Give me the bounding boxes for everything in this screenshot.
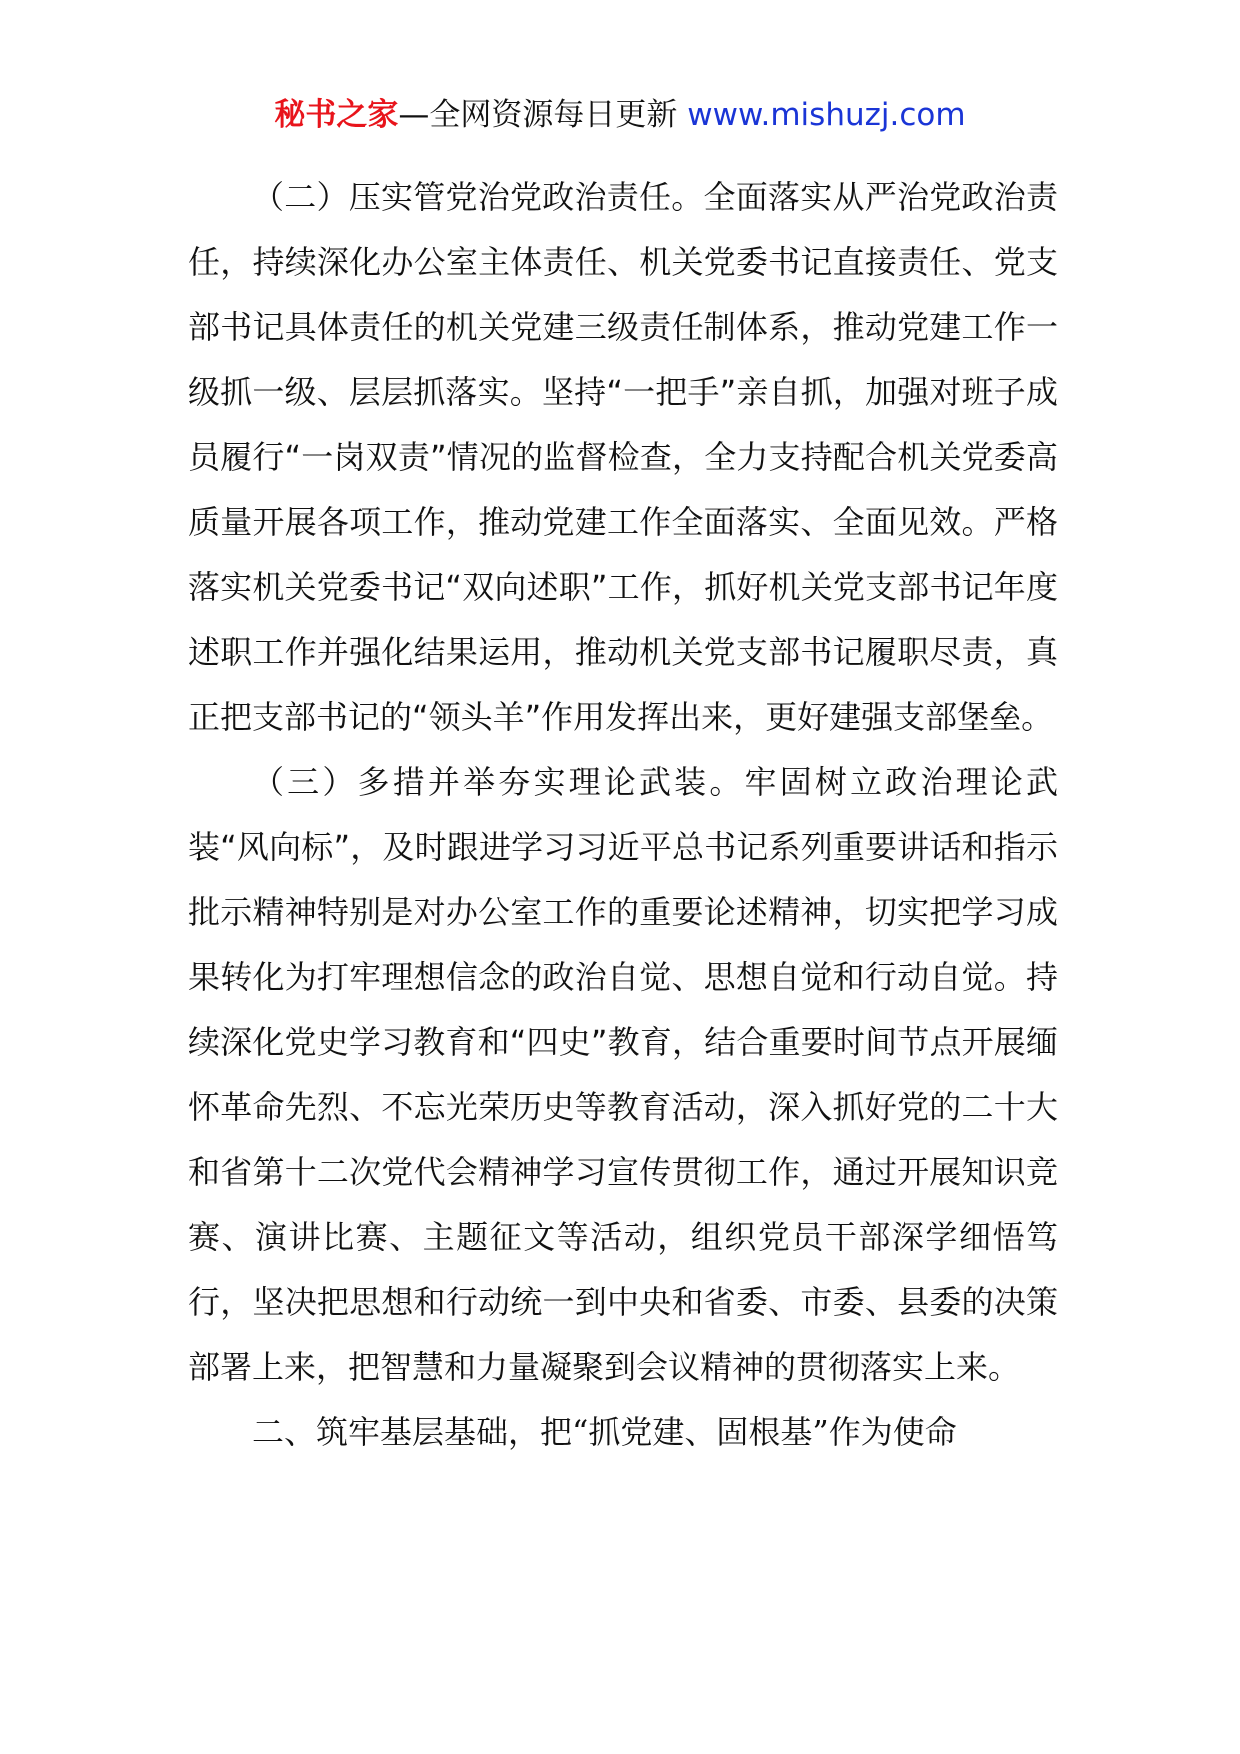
site-url: www.mishuzj.com (687, 97, 966, 133)
paragraph-theory: （三）多措并举夯实理论武装。牢固树立政治理论武装“风向标”，及时跟进学习习近平总书记系列重要讲话和指示批示精神特别是对办公室工作的重要论述精神，切实把学习成果转化为打牢理想信念的政治自觉、思想自觉和行动自觉。持续深化党史学习教育和“四史”教育，结合重要时间节点开展缅怀革命先烈、不忘光荣历史等教育活动，深入抓好党的二十大和省第十二次党代会精神学习宣传贯彻工作，通过开展知识竞赛、演讲比赛、主题征文等活动，组织党员干部深学细悟笃行，坚决把思想和行动统一到中央和省委、市委、县委的决策部署上来，把智慧和力量凝聚到会议精神的贯彻落实上来。 (188, 763, 1058, 1386)
site-watermark-header (0, 95, 1240, 135)
brand-tagline: —全网资源每日更新 (398, 97, 688, 133)
paragraph-responsibility: （二）压实管党治党政治责任。全面落实从严治党政治责任，持续深化办公室主体责任、机关党委书记直接责任、党支部书记具体责任的机关党建三级责任制体系，推动党建工作一级抓一级、层层抓落实。坚持“一把手”亲自抓，加强对班子成员履行“一岗双责”情况的监督检查，全力支持配合机关党委高质量开展各项工作，推动党建工作全面落实、全面见效。严格落实机关党委书记“双向述职”工作，抓好机关党支部书记年度述职工作并强化结果运用，推动机关党支部书记履职尽责，真正把支部书记的“领头羊”作用发挥出来，更好建强支部堡垒。 (188, 178, 1058, 736)
brand-name: 秘书之家 (274, 97, 399, 133)
document-body (188, 165, 1058, 1465)
section-heading: 二、筑牢基层基础，把“抓党建、固根基”作为使命 (252, 1413, 957, 1451)
